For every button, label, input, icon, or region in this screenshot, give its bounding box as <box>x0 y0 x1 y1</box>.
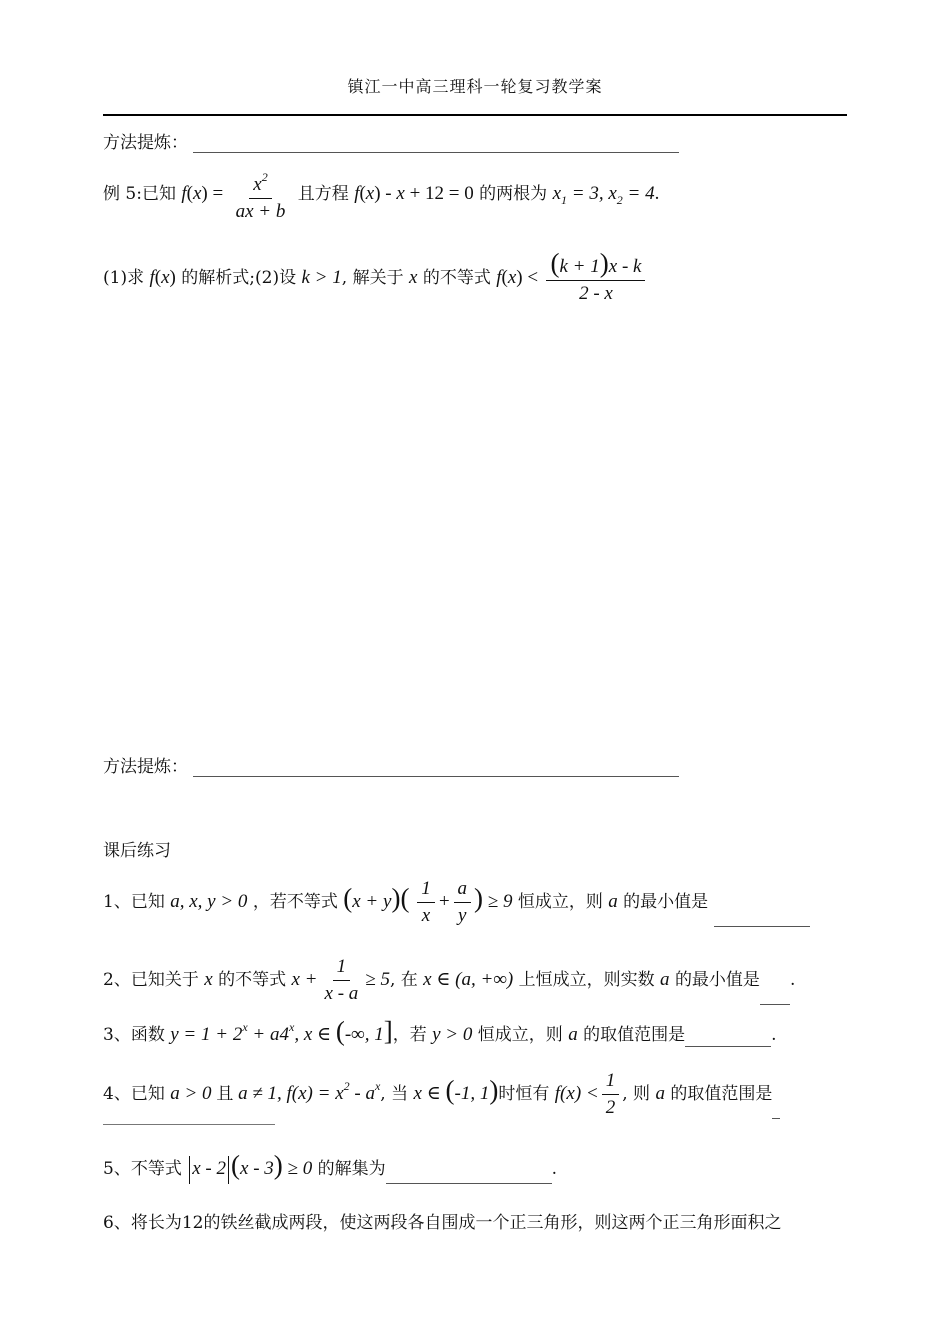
q3-mid: ，若 <box>392 1025 427 1045</box>
q2-inequality: x + $\frac{1}{x - a}$ ≥ 5 <box>291 956 390 1004</box>
q4-pre: 4、已知 <box>103 1083 165 1104</box>
q3-pre: 3、函数 <box>103 1025 165 1045</box>
fraction-k-over-2-minus-x: $\frac{(k + 1)x - k}{2 - x}$ <box>546 252 645 305</box>
q3-post: 恒成立，则 <box>477 1025 563 1045</box>
answer-blank <box>714 926 810 927</box>
q1-condition: a, x, y > 0 <box>170 890 248 912</box>
question-5 <box>103 1150 557 1184</box>
answer-blank-continued <box>103 1124 275 1125</box>
formula-fx: f <box>181 183 187 204</box>
page-header: 镇江一中高三理科一轮复习教学案 <box>347 77 603 96</box>
method-summary-1 <box>103 128 679 153</box>
answer-blank <box>685 1046 771 1047</box>
example5-line2: (1)求 f(x) 的解析式;(2)设 k > 1, 解关于 x 的不等式 f(x) < $\frac{(k + 1)x - k}{2 - x}$ <box>103 252 648 305</box>
answer-blank <box>386 1183 552 1184</box>
q4-inequality: f(x) < $\frac{1}{2}$ <box>555 1083 622 1104</box>
method-label: 方法提炼： <box>103 757 188 777</box>
inequality-formula: f <box>496 267 502 288</box>
answer-blank <box>193 152 679 153</box>
q4-mid: , 当 <box>380 1083 409 1104</box>
header-rule <box>103 114 847 116</box>
example5-line1: 例 5:已知 f(x) = $\frac{x^2}{ax + b}$ 且方程 f(x) - x + 12 = 0 的两根为 $x_1 = 3$, $x_2 = 4$. <box>103 166 659 223</box>
q1-mid: ，若不等式 <box>252 891 338 912</box>
method-summary-2 <box>103 752 679 777</box>
q4-var: a <box>655 1082 665 1104</box>
q3-tail: 的取值范围是 <box>583 1025 686 1045</box>
q2-var2: a <box>660 968 670 990</box>
q1-inequality: (x + y)( $\frac{1}{x}$ + $\frac{a}{y}$ ) ≥ 9 <box>343 878 513 926</box>
answer-blank <box>193 776 679 777</box>
q2-post: 上恒成立，则实数 <box>518 969 655 990</box>
variable-x: x <box>408 267 418 288</box>
q2-mid2: , 在 <box>389 969 418 990</box>
practice-title: 课后练习 <box>103 841 171 861</box>
q4-post2: , 则 <box>622 1083 651 1104</box>
solve-text: , 解关于 <box>341 268 404 288</box>
q2-var: x <box>204 968 213 990</box>
inequality-text: 的不等式 <box>422 268 491 288</box>
q5-pre: 5、不等式 <box>103 1159 182 1179</box>
fraction-x2-over-ax-plus-b: $\frac{x^2}{ax + b}$ <box>232 166 290 223</box>
q2-pre: 2、已知关于 <box>103 969 199 990</box>
part1-label: (1)求 <box>103 268 145 288</box>
answer-blank <box>772 1118 780 1119</box>
roots-text: 的两根为 <box>479 184 548 204</box>
q3-var: a <box>568 1024 578 1045</box>
example5-label: 例 5:已知 <box>103 184 176 204</box>
question-1 <box>103 878 810 927</box>
answer-blank <box>760 1004 790 1005</box>
q2-tail: 的最小值是 <box>674 969 760 990</box>
q2-interval: x ∈ (a, +∞) <box>423 968 514 990</box>
q4-tail: 的取值范围是 <box>670 1083 773 1104</box>
condition-k: k > 1 <box>301 267 342 288</box>
q4-post: 时恒有 <box>498 1083 550 1104</box>
question-2 <box>103 956 795 1005</box>
question-4 <box>103 1070 780 1119</box>
q1-var: a <box>608 890 618 912</box>
question-3 <box>103 1016 777 1047</box>
q1-pre: 1、已知 <box>103 891 165 912</box>
q2-mid: 的不等式 <box>218 969 287 990</box>
q1-tail: 的最小值是 <box>623 891 709 912</box>
q5-end: . <box>551 1159 558 1179</box>
q2-end: . <box>789 969 796 990</box>
equation-formula: f <box>354 183 360 204</box>
q5-post: 的解集为 <box>317 1159 386 1179</box>
method-label: 方法提炼： <box>103 133 188 153</box>
roots-values: $x_1 = 3$, $x_2 = 4$ <box>552 183 655 207</box>
part1-tail: 的解析式;(2)设 <box>181 268 297 288</box>
q4-condition: a > 0 且 a ≠ 1, $f(x) = x^2 - a^x$ <box>170 1078 381 1104</box>
q3-function: $y = 1 + 2^x + a4^x$, x ∈ (-∞, 1] <box>170 1016 393 1046</box>
and-equation-text: 且方程 <box>297 184 349 204</box>
q4-interval: x ∈ (-1, 1) <box>413 1074 499 1105</box>
q3-condition: y > 0 <box>432 1024 473 1045</box>
question-6: 6、将长为12的铁丝截成两段，使这两段各自围成一个正三角形，则这两个正三角形面积之 <box>103 1213 782 1233</box>
q5-inequality: x - 2 (x - 3) ≥ 0 <box>187 1158 312 1179</box>
q1-post: 恒成立，则 <box>517 891 603 912</box>
q3-end: . <box>771 1025 777 1045</box>
